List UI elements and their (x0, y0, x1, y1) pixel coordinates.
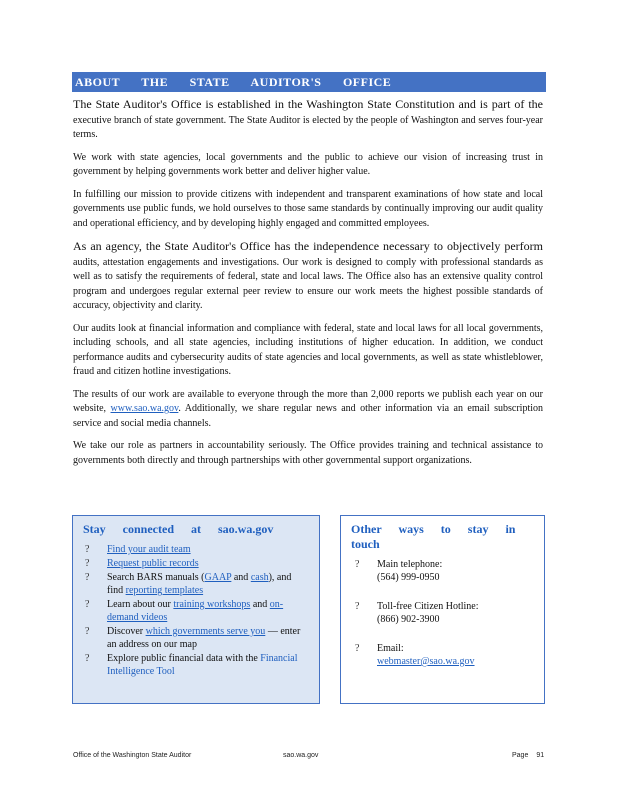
other-ways-title: Other ways to stay in touch (351, 522, 516, 551)
footer-page (512, 752, 544, 759)
contact-list (341, 558, 544, 668)
stay-connected-list (73, 543, 319, 678)
list-item-text: and (231, 572, 251, 583)
bullet-icon: ? (355, 559, 360, 570)
bullet-icon: ? (85, 572, 90, 583)
footer-left: Office of the Washington State Auditor (73, 752, 192, 759)
list-item (85, 571, 309, 597)
list-item (85, 598, 309, 624)
list-item-text: Learn about our (107, 599, 174, 610)
list-item-text: and (250, 599, 270, 610)
list-item (355, 558, 534, 584)
footer-page-label: Page (512, 752, 529, 759)
list-item-text: Explore public financial data with the (107, 653, 261, 664)
list-item-text: — enter an address on our map (107, 626, 301, 650)
financial-intelligence-tool[interactable]: Financial Intelligence Tool (107, 653, 298, 677)
cash-link[interactable]: cash (250, 572, 269, 583)
hotline-label: Toll-free Citizen Hotline: (377, 601, 479, 612)
paragraph-2: We work with state agencies, local governments and the public to achieve our vision of increasing trust in government by helping governments work better and deliver higher value. (73, 151, 543, 177)
results-text-before: The results of our work are available to everyone through the more than 2,000 reports we publish each year on our website, (73, 388, 543, 414)
bullet-icon: ? (85, 544, 90, 555)
body-text (73, 97, 543, 476)
paragraph-3: In fulfilling our mission to provide citizens with independent and transparent examinations of how state and local governments use public funds, we hold ourselves to those same standards by continually improving our audit quality and operational efficiency, and by developing highly engaged and committed employees. (73, 188, 543, 229)
email-link[interactable]: webmaster@sao.wa.gov (377, 656, 475, 667)
bullet-icon: ? (355, 601, 360, 612)
bullet-icon: ? (355, 643, 360, 654)
paragraph-4-lead: As an agency, the State Auditor's Office has the independence necessary to objectively perform (73, 239, 543, 253)
bullet-icon: ? (85, 558, 90, 569)
list-item (355, 600, 534, 626)
paragraph-1-text: executive branch of state government. The State Auditor is elected by the people of Washington and serves four-year terms. (73, 114, 543, 140)
list-item (85, 625, 309, 651)
paragraph-4 (73, 239, 543, 314)
list-item-text: Discover (107, 626, 146, 637)
training-workshops-link[interactable]: training workshops (173, 599, 251, 610)
bullet-icon: ? (85, 599, 90, 610)
main-telephone-value: (564) 999-0950 (377, 572, 440, 583)
which-governments-link[interactable]: which governments serve you (145, 626, 266, 637)
other-ways-box (340, 515, 545, 704)
request-public-records-link[interactable]: Request public records (107, 558, 199, 569)
website-link[interactable]: www.sao.wa.gov (110, 403, 179, 414)
footer-page-number: 91 (536, 752, 545, 759)
on-demand-videos-link[interactable]: on-demand videos (107, 599, 284, 623)
paragraph-5: Our audits look at financial information and compliance with federal, state and local laws for all local governments, including schools, and all state agencies, including institutions of higher education. In addition, we conduct performance audits and cybersecurity audits of state agencies and local governments, as well as state whistleblower, fraud and citizen hotline investigations. (73, 322, 543, 377)
bullet-icon: ? (85, 653, 90, 664)
list-item (85, 543, 309, 556)
stay-connected-box (72, 515, 320, 704)
paragraph-1 (73, 97, 543, 143)
list-item (85, 652, 309, 678)
email-label: Email: (377, 643, 404, 654)
main-telephone-label: Main telephone: (377, 559, 443, 570)
footer-center: sao.wa.gov (283, 752, 319, 759)
closing-paragraph: We take our role as partners in accountability seriously. The Office provides training and technical assistance to governments both directly and through partnerships with other governmental support organizations. (73, 440, 543, 466)
stay-connected-title: Stay connected at sao.wa.gov (83, 522, 274, 536)
list-item (355, 642, 534, 668)
results-text-after: . Additionally, we share regular news and other information via an email subscription service and social media channels. (73, 403, 544, 429)
list-item-text: Search BARS manuals ( (107, 572, 205, 583)
reporting-templates-link[interactable]: reporting templates (125, 585, 204, 596)
find-audit-team-link[interactable]: Find your audit team (107, 544, 191, 555)
gaap-link[interactable]: GAAP (204, 572, 232, 583)
paragraph-1-lead: The State Auditor's Office is established in the Washington State Constitution and is part of the (73, 97, 543, 111)
paragraph-4-text: audits, attestation engagements and investigations. Our work is designed to comply with professional standards as well as to satisfy the requirements of federal, state and local laws. The Office also has an extensive quality control program and undergoes regular external peer review to ensure our work meets the highest possible standards of accuracy, objectivity and clarity. (73, 256, 543, 311)
section-header: ABOUT THE STATE AUDITOR'S OFFICE (72, 72, 546, 92)
list-item-text: ), and find (107, 572, 292, 596)
list-item (85, 557, 309, 570)
hotline-value: (866) 902-3900 (377, 614, 440, 625)
bullet-icon: ? (85, 626, 90, 637)
results-paragraph (73, 388, 543, 432)
